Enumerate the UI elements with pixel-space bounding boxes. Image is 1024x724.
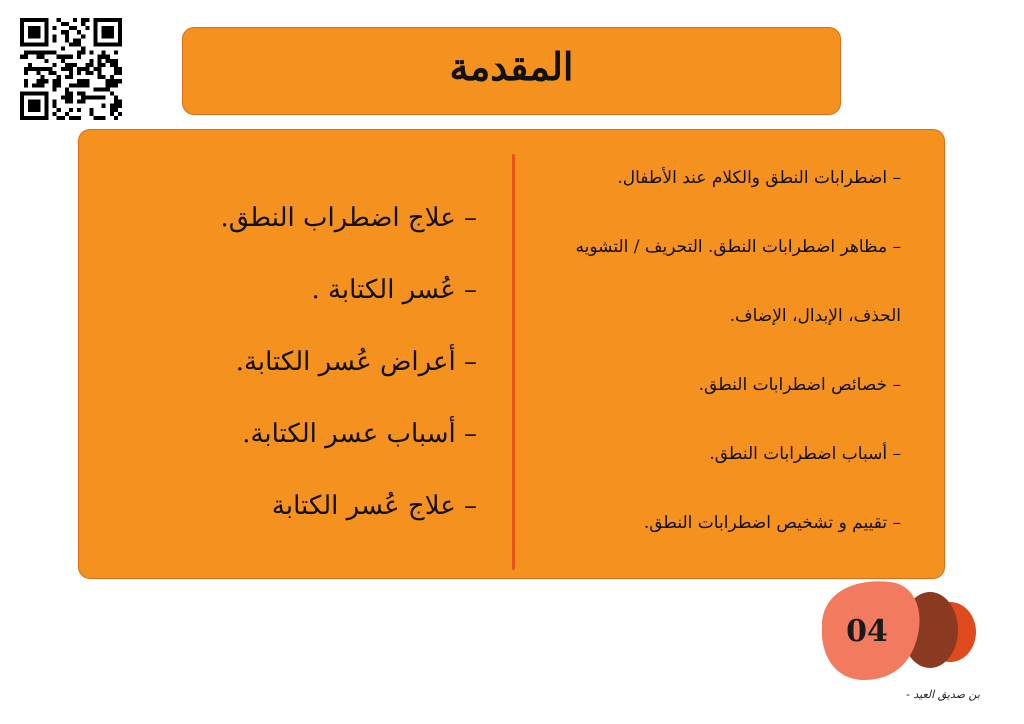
list-item: – أسباب اضطرابات النطق. — [709, 444, 901, 464]
content-panel — [78, 129, 945, 579]
left-topic-list — [159, 188, 477, 548]
qr-code — [20, 18, 122, 120]
right-topic-list — [529, 150, 901, 564]
column-divider — [512, 154, 515, 570]
list-item: – تقييم و تشخيص اضطرابات النطق. — [643, 513, 901, 533]
list-item: – أعراض عُسر الكتابة. — [235, 347, 477, 377]
page-number-badge — [812, 576, 982, 686]
list-item: – أسباب عسر الكتابة. — [242, 419, 477, 449]
list-item: – عُسر الكتابة . — [311, 275, 477, 305]
list-item: – علاج اضطراب النطق. — [220, 203, 477, 233]
title-banner — [182, 27, 841, 115]
list-item: – خصائص اضطرابات النطق. — [698, 375, 901, 395]
author-signature: بن صديق العيد - — [905, 688, 980, 701]
list-item: – مظاهر اضطرابات النطق. التحريف / التشويه — [575, 237, 901, 257]
page-number: 04 — [846, 613, 888, 649]
list-item: الحذف، الإبدال، الإضاف. — [729, 306, 901, 326]
page-title: المقدمة — [449, 43, 574, 89]
list-item: – علاج عُسر الكتابة — [271, 491, 477, 521]
list-item: – اضطرابات النطق والكلام عند الأطفال. — [617, 168, 901, 188]
